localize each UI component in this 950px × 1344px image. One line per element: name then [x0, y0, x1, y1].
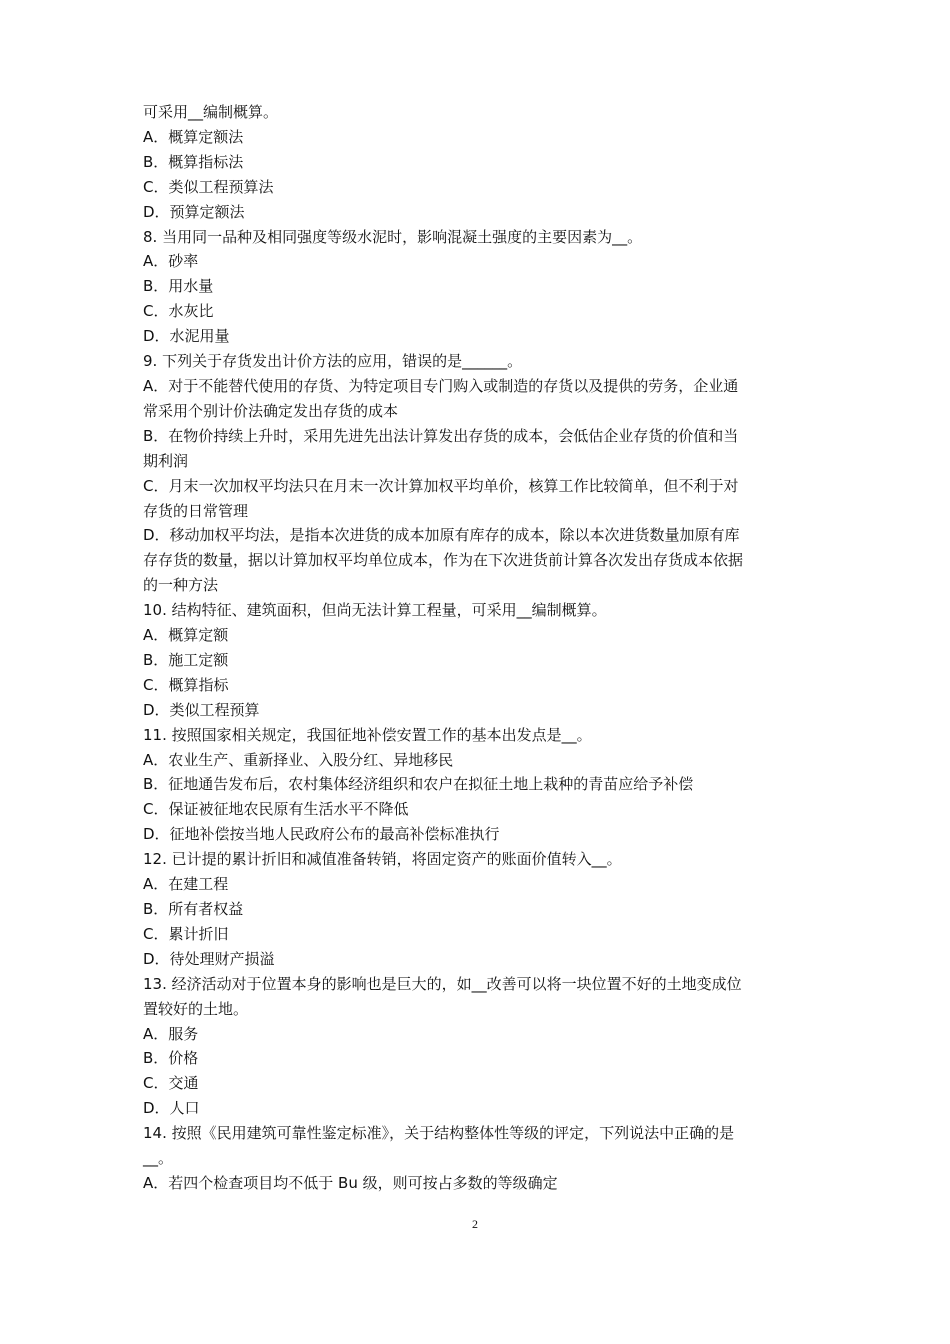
text-line: B．所有者权益	[143, 900, 244, 918]
text-line: 期利润	[143, 451, 189, 470]
text-line: __。	[143, 1149, 174, 1168]
text-line: 存货的日常管理	[143, 501, 249, 520]
text-line: D．水泥用量	[143, 327, 230, 346]
text-line: D．移动加权平均法，是指本次进货的成本加原有库存的成本，除以本次进货数量加原有库	[143, 526, 740, 545]
text-line: D．预算定额法	[143, 202, 245, 221]
text-line: B．价格	[143, 1049, 199, 1068]
text-line: 11. 按照国家相关规定，我国征地补偿安置工作的基本出发点是__。	[143, 725, 592, 744]
text-line: D．征地补偿按当地人民政府公布的最高补偿标准执行	[143, 825, 500, 844]
text-line: C．累计折旧	[143, 924, 229, 943]
text-line: B．在物价持续上升时，采用先进先出法计算发出存货的成本，会低估企业存货的价值和当	[143, 426, 739, 445]
text-line: 常采用个别计价法确定发出存货的成本	[143, 401, 399, 420]
text-line: 12. 已计提的累计折旧和减值准备转销，将固定资产的账面价值转入__。	[143, 850, 622, 869]
text-line: A．在建工程	[143, 875, 229, 894]
text-line: A．服务	[143, 1024, 199, 1043]
text-line: C．概算指标	[143, 675, 229, 694]
text-line: 置较好的土地。	[143, 999, 249, 1018]
text-line: C．类似工程预算法	[143, 177, 274, 196]
text-line: 8. 当用同一品种及相同强度等级水泥时，影响混凝土强度的主要因素为__。	[143, 227, 643, 246]
text-line: 14. 按照《民用建筑可靠性鉴定标准》，关于结构整体性等级的评定，下列说法中正确的是	[143, 1124, 735, 1143]
text-line: A．农业生产、重新择业、入股分红、异地移民	[143, 750, 454, 769]
text-line: A．概算定额	[143, 626, 229, 645]
page-number: 2	[472, 1217, 478, 1231]
text-line: A．概算定额法	[143, 127, 244, 146]
text-line: 13. 经济活动对于位置本身的影响也是巨大的，如__改善可以将一块位置不好的土地变成位	[143, 974, 742, 993]
text-line: 10. 结构特征、建筑面积，但尚无法计算工程量，可采用__编制概算。	[143, 601, 607, 620]
text-line: C．月末一次加权平均法只在月末一次计算加权平均单价，核算工作比较简单，但不利于对	[143, 476, 739, 495]
text-line: A．对于不能替代使用的存货、为特定项目专门购入或制造的存货以及提供的劳务，企业通	[143, 376, 739, 395]
text-line: D．待处理财产损溢	[143, 949, 275, 968]
text-line: C．水灰比	[143, 302, 214, 321]
text-line: D．类似工程预算	[143, 700, 260, 719]
text-line: B．用水量	[143, 277, 214, 296]
text-line: C．保证被征地农民原有生活水平不降低	[143, 800, 409, 819]
text-line: B．征地通告发布后，农村集体经济组织和农户在拟征土地上栽种的青苗应给予补偿	[143, 775, 694, 794]
text-line: B．施工定额	[143, 650, 229, 669]
text-line: 的一种方法	[143, 576, 219, 595]
text-line: 9. 下列关于存货发出计价方法的应用，错误的是______。	[143, 352, 523, 371]
text-line: 存存货的数量，据以计算加权平均单位成本，作为在下次进货前计算各次发出存货成本依据	[143, 551, 744, 570]
text-line: A．砂率	[143, 252, 199, 271]
text-line: C．交通	[143, 1074, 199, 1093]
text-line: 可采用__编制概算。	[143, 103, 279, 121]
text-line: B．概算指标法	[143, 152, 244, 171]
page-body	[143, 100, 823, 1196]
text-line: A．若四个检查项目均不低于 Bu 级，则可按占多数的等级确定	[143, 1173, 558, 1192]
text-line: D．人口	[143, 1099, 200, 1118]
